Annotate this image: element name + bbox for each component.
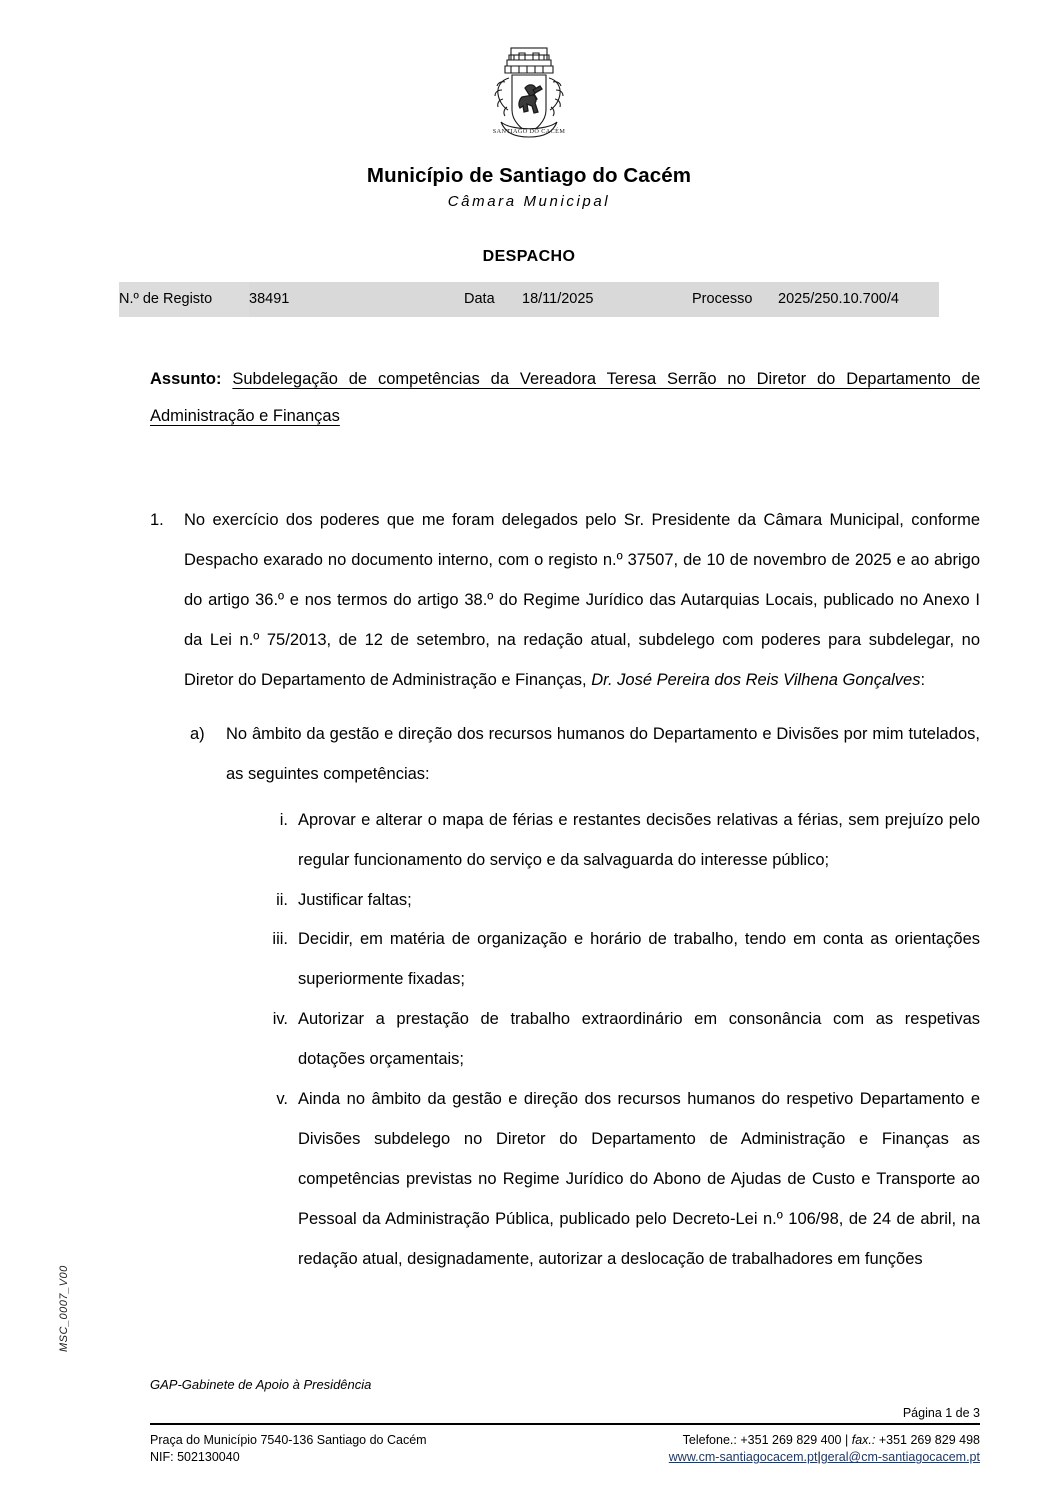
phone-label: Telefone.: [682, 1432, 737, 1447]
subject-text: Subdelegação de competências da Vereadora Teresa Serrão no Diretor do Departamento de Administração e Finanças [150, 370, 980, 426]
roman-numeral-list [150, 801, 980, 1280]
footer-address: Praça do Município 7540-136 Santiago do Cacém [150, 1432, 427, 1447]
registo-value: 38491 [249, 282, 464, 317]
list-item [260, 920, 980, 1000]
document-version-code: MSC_0007_V00 [58, 1265, 70, 1352]
footer-department: GAP-Gabinete de Apoio à Presidência [150, 1376, 372, 1392]
document-footer [150, 1377, 980, 1468]
list-item [260, 801, 980, 881]
data-label: Data [464, 282, 522, 317]
list-item-marker: iii. [272, 930, 288, 949]
organization-name: Município de Santiago do Cacém [366, 164, 692, 187]
footer-phone-line [669, 1432, 980, 1450]
item-a-marker: a) [190, 724, 205, 743]
table-row [119, 282, 939, 317]
list-item [260, 1080, 980, 1280]
footer-address-block [150, 1432, 427, 1468]
list-item-marker: iv. [272, 1010, 288, 1029]
paragraph-text-part1: No exercício dos poderes que me foram delegados pelo Sr. Presidente da Câmara Municipal, conforme Despacho exarado no documento interno, com o registo n.º 37507, de 10 de novembro de 2025 e ao abrigo do artigo 36.º e nos termos do artigo 38.º do Regime Jurídico das Autarquias Locais, publicado no Anexo I da Lei n.º 75/2013, de 12 de setembro, na redação atual, subdelego com poderes para subdelegar, no Diretor do Departamento de Administração e Finanças, [184, 511, 980, 689]
email-link[interactable]: geral@cm-santiagocacem.pt [820, 1450, 980, 1465]
list-item-marker: i. [279, 810, 288, 829]
list-item-text: Autorizar a prestação de trabalho extraordinário em consonância com as respetivas dotações orçamentais; [298, 1010, 980, 1069]
footer-separator: | [817, 1450, 821, 1465]
organization-subtitle: Câmara Municipal [447, 193, 611, 210]
phone-number: +351 269 829 400 [740, 1432, 842, 1447]
fax-number: +351 269 829 498 [878, 1432, 980, 1447]
list-item [260, 881, 980, 921]
document-header [0, 0, 1058, 210]
website-link[interactable]: www.cm-santiagocacem.pt [668, 1450, 818, 1465]
numbered-paragraph-1 [150, 501, 980, 701]
processo-label: Processo [692, 282, 778, 317]
footer-divider [150, 1423, 980, 1425]
processo-value: 2025/250.10.700/4 [778, 282, 939, 317]
footer-links-line [669, 1449, 980, 1467]
subject-line [150, 361, 980, 435]
list-item-text: Justificar faltas; [298, 890, 412, 909]
footer-contact-block [669, 1432, 980, 1468]
paragraph-text-part2: : [920, 670, 926, 689]
footer-separator: | [845, 1432, 849, 1447]
lettered-item-a [190, 715, 980, 795]
footer-nif: NIF: 502130040 [150, 1450, 240, 1465]
paragraph-marker: 1. [150, 511, 164, 530]
delegate-name: Dr. José Pereira dos Reis Vilhena Gonçalves [591, 670, 921, 689]
footer-columns [150, 1432, 980, 1468]
coat-of-arms-icon [481, 42, 577, 146]
list-item-marker: ii. [276, 890, 288, 909]
document-body [150, 361, 980, 1280]
list-item-text: Aprovar e alterar o mapa de férias e restantes decisões relativas a férias, sem prejuízo pelo regular funcionamento do serviço e da salvaguarda do interesse público; [298, 810, 980, 869]
list-item-marker: v. [276, 1090, 288, 1109]
list-item-text: Decidir, em matéria de organização e horário de trabalho, tendo em conta as orientações superiormente fixadas; [298, 930, 980, 989]
list-item [260, 1000, 980, 1080]
fax-label: fax.: [851, 1432, 876, 1447]
document-title: DESPACHO [482, 248, 576, 265]
registo-label: N.º de Registo [119, 282, 249, 317]
page-number: Página 1 de 3 [902, 1405, 980, 1420]
subject-label: Assunto: [150, 370, 222, 388]
registration-meta-table [119, 282, 939, 317]
list-item-text: Ainda no âmbito da gestão e direção dos recursos humanos do respetivo Departamento e Divisões subdelego no Diretor do Departamento de Administração e Finanças as competências previstas no Regime Jurídico do Abono de Ajudas de Custo e Transporte ao Pessoal da Administração Pública, publicado pelo Decreto-Lei n.º 106/98, de 24 de abril, na redação atual, designadamente, autorizar a deslocação de trabalhadores em funções [298, 1090, 980, 1268]
data-value: 18/11/2025 [522, 282, 692, 317]
item-a-text: No âmbito da gestão e direção dos recursos humanos do Departamento e Divisões por mim tutelados, as seguintes competências: [226, 724, 980, 783]
svg-text:SANTIAGO DO CACÉM: SANTIAGO DO CACÉM [492, 128, 566, 135]
